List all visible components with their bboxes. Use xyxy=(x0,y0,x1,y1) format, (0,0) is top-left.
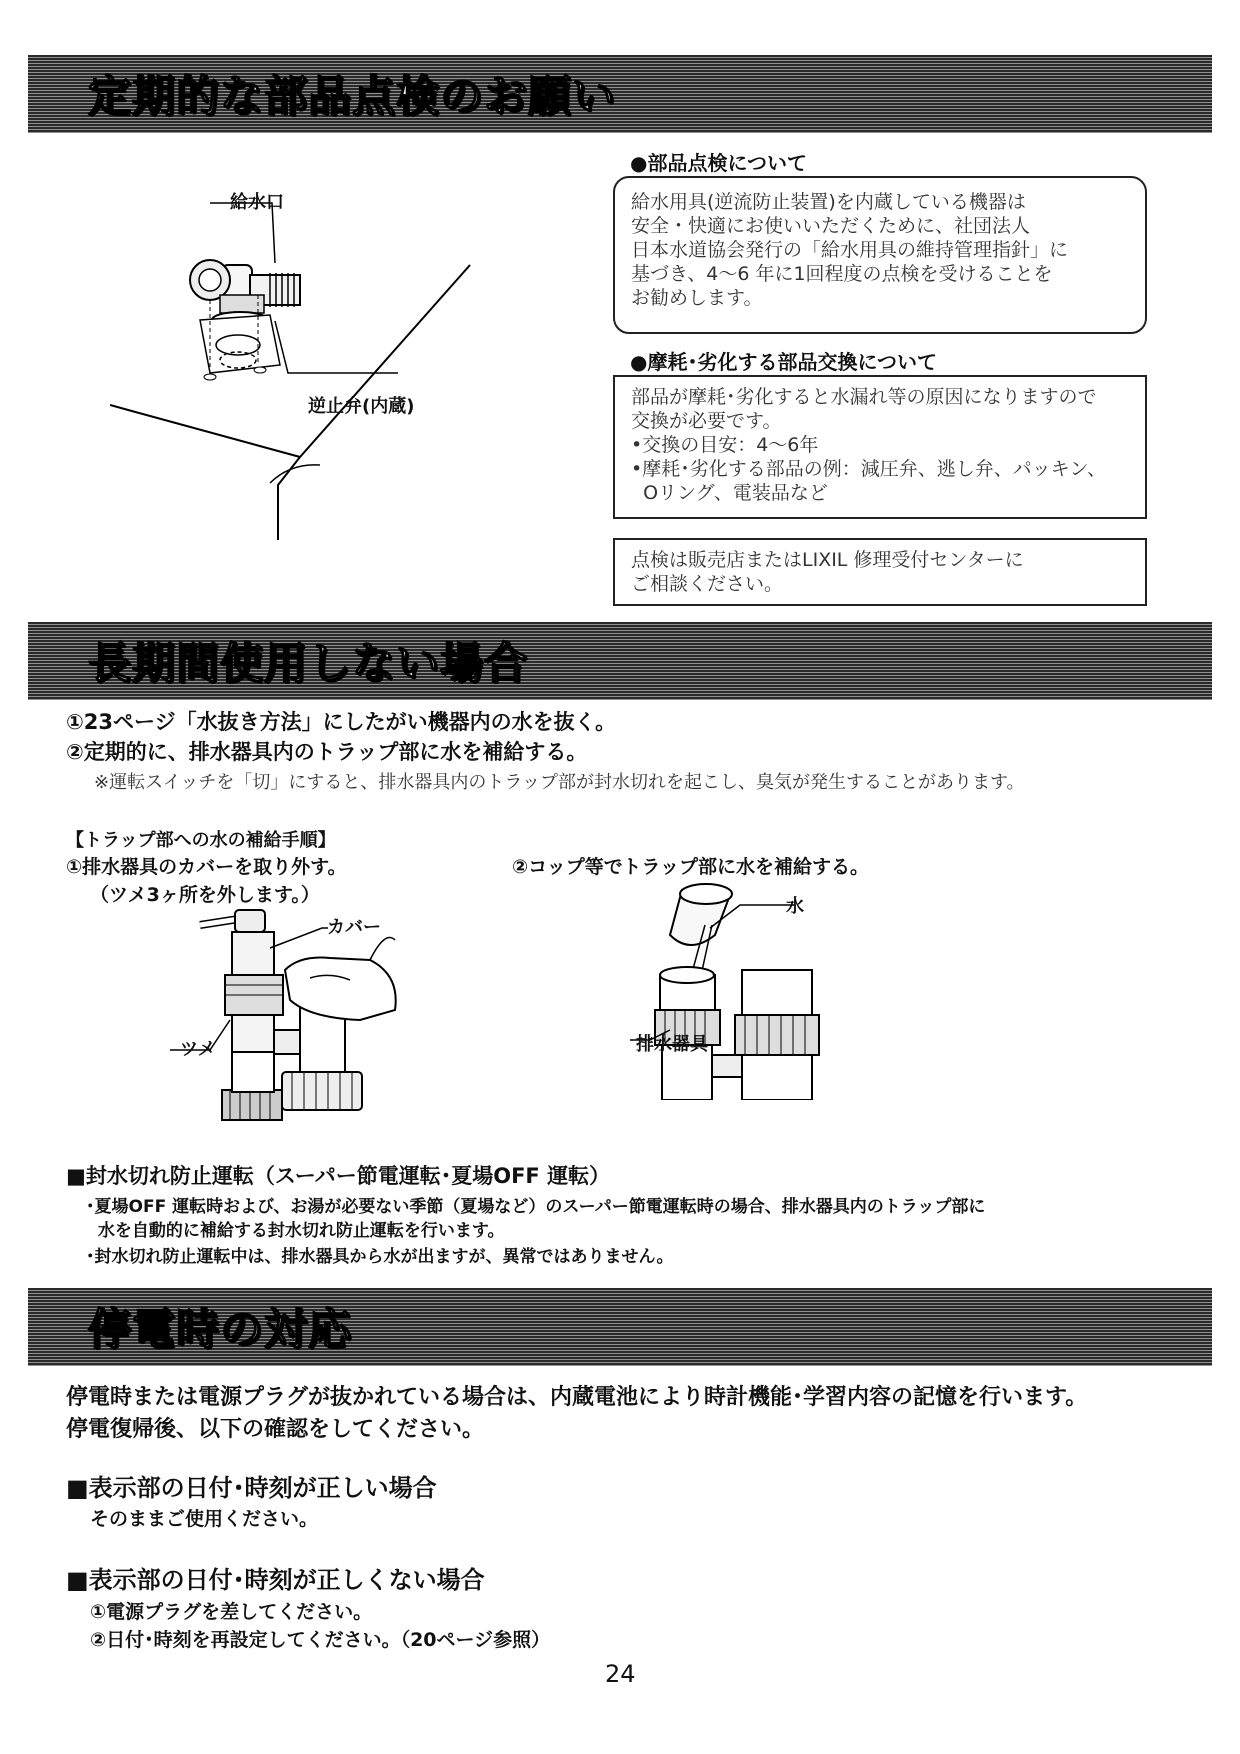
info-line: 基づき、4〜6 年に1回程度の点検を受けることを xyxy=(631,263,1053,285)
info-line: 交換が必要です。 xyxy=(631,410,782,432)
incorrect-datetime-heading: ■表示部の日付･時刻が正しくない場合 xyxy=(66,1566,485,1594)
long-term-step-1: ①23ページ「水抜き方法」にしたがい機器内の水を抜く。 xyxy=(66,710,617,734)
info-line: 給水用具(逆流防止装置)を内蔵している機器は xyxy=(631,191,1026,213)
procedure-step-1: ①排水器具のカバーを取り外す。 xyxy=(66,856,347,878)
inspection-info-box xyxy=(613,176,1147,334)
info-line: 安全・快適にお使いいただくために、社団法人 xyxy=(631,215,1031,237)
wear-info-box xyxy=(613,375,1147,519)
seal-prevention-line: ･封水切れ防止運転中は、排水器具から水が出ますが、異常ではありません。 xyxy=(86,1247,674,1267)
section-title: 長期間使用しない場合 xyxy=(88,639,528,689)
seal-prevention-line: ･夏場OFF 運転時および、お湯が必要ない季節（夏場など）のスーパー節電運転時の場合、排水器具内のトラップ部に xyxy=(86,1197,986,1217)
info-line: 部品が摩耗･劣化すると水漏れ等の原因になりますので xyxy=(631,386,1097,408)
wear-heading: ●摩耗･劣化する部品交換について xyxy=(630,350,938,374)
seal-prevention-heading: ■封水切れ防止運転（スーパー節電運転･夏場OFF 運転） xyxy=(66,1164,611,1188)
label-drain-fixture: 排水器具 xyxy=(636,1034,708,1055)
water-refill-illustration xyxy=(630,880,900,1100)
info-line: •摩耗･劣化する部品の例：減圧弁、逃し弁、パッキン、 xyxy=(631,458,1106,480)
section-title: 定期的な部品点検のお願い xyxy=(88,72,616,122)
incorrect-datetime-step-2: ②日付･時刻を再設定してください。（20ページ参照） xyxy=(90,1629,551,1651)
info-line: お勧めします。 xyxy=(631,287,763,309)
section-banner-long-term xyxy=(28,622,1212,700)
long-term-step-2: ②定期的に、排水器具内のトラップ部に水を補給する。 xyxy=(66,740,588,764)
long-term-note: ※運転スイッチを「切」にすると、排水器具内のトラップ部が封水切れを起こし、臭気が発生することがあります。 xyxy=(94,772,1025,793)
label-claw: ツメ xyxy=(180,1039,216,1060)
info-line: •交換の目安：4〜6年 xyxy=(631,434,819,456)
section-banner-inspection xyxy=(28,55,1212,133)
label-water: 水 xyxy=(786,896,804,917)
procedure-step-2: ②コップ等でトラップ部に水を補給する。 xyxy=(512,856,869,878)
section-banner-outage xyxy=(28,1288,1212,1366)
incorrect-datetime-step-1: ①電源プラグを差してください。 xyxy=(90,1601,373,1623)
info-line: 点検は販売店またはLIXIL 修理受付センターに xyxy=(631,549,1024,571)
procedure-step-1-sub: （ツメ3ヶ所を外します。） xyxy=(90,884,320,906)
info-line: Oリング、電装品など xyxy=(631,482,828,504)
info-line: ご相談ください。 xyxy=(631,573,784,595)
valve-diagram xyxy=(110,195,550,540)
inspection-heading: ●部品点検について xyxy=(630,151,808,175)
section-title: 停電時の対応 xyxy=(88,1305,352,1355)
contact-box xyxy=(613,538,1147,606)
correct-datetime-heading: ■表示部の日付･時刻が正しい場合 xyxy=(66,1474,437,1502)
label-check-valve: 逆止弁(内蔵) xyxy=(308,396,415,417)
cover-removal-illustration xyxy=(170,900,420,1145)
seal-prevention-line: 水を自動的に補給する封水切れ防止運転を行います。 xyxy=(86,1221,505,1241)
outage-intro-line: 停電復帰後、以下の確認をしてください。 xyxy=(66,1417,485,1442)
page-number: 24 xyxy=(605,1660,636,1688)
correct-datetime-text: そのままご使用ください。 xyxy=(90,1508,319,1530)
info-line: 日本水道協会発行の「給水用具の維持管理指針」に xyxy=(631,239,1069,261)
outage-intro-line: 停電時または電源プラグが抜かれている場合は、内蔵電池により時計機能･学習内容の記憶を行います。 xyxy=(66,1385,1088,1410)
procedure-heading: 【トラップ部への水の補給手順】 xyxy=(66,830,336,851)
label-cover: カバー xyxy=(327,917,381,938)
label-water-inlet: 給水口 xyxy=(230,192,284,213)
